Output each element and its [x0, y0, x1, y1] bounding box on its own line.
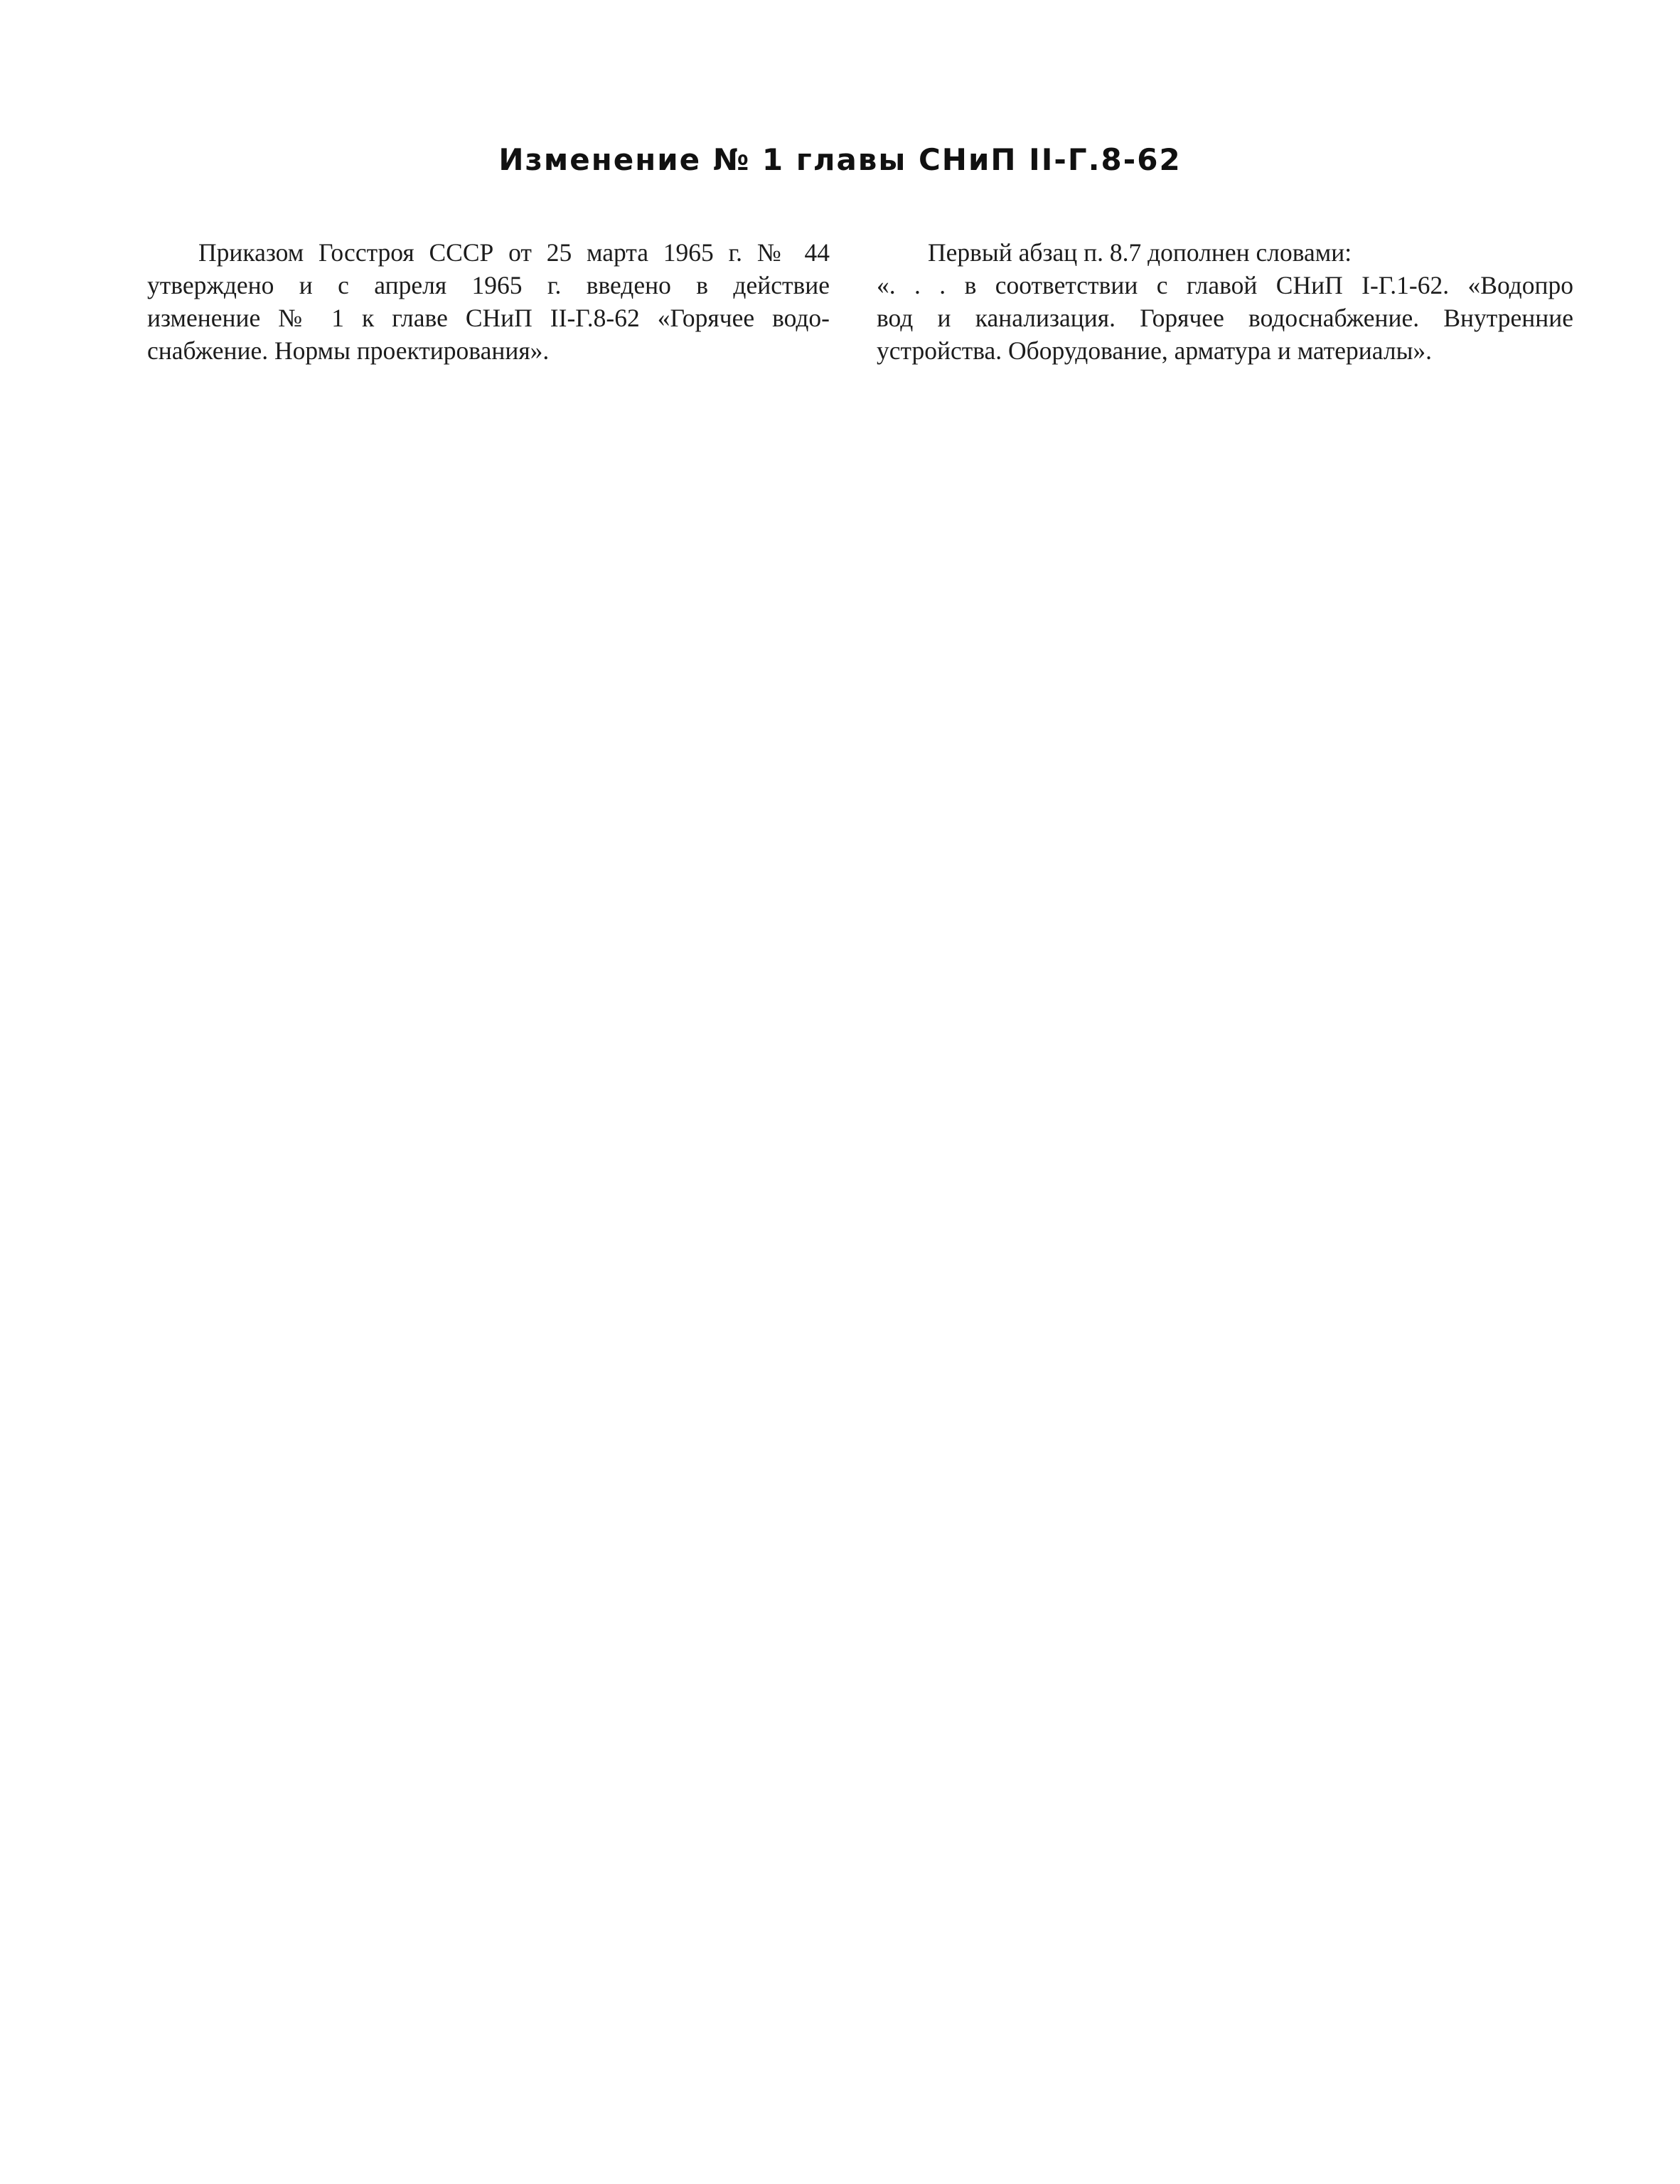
- paragraph-line: Приказом Госстроя СССР от 25 марта 1965 г. № 44: [198, 238, 830, 267]
- document-title: Изменение № 1 главы СНиП II-Г.8-62: [498, 142, 1182, 177]
- paragraph-line: «. . . в соответствии с главой СНиП I-Г.1-62. «Водопро: [877, 271, 1573, 299]
- paragraph-line: снабжение. Нормы проектирования».: [147, 336, 550, 365]
- left-column-paragraph: [147, 236, 830, 367]
- paragraph-line: утверждено и с апреля 1965 г. введено в действие: [147, 271, 830, 299]
- paragraph-line: Первый абзац п. 8.7 дополнен словами:: [928, 238, 1352, 267]
- paragraph-line: вод и канализация. Горячее водоснабжение. Внутренние: [877, 304, 1573, 332]
- paragraph-line: изменение № 1 к главе СНиП II-Г.8-62 «Горячее водо-: [147, 304, 830, 332]
- right-column-paragraph: [877, 236, 1573, 367]
- paragraph-line: устройства. Оборудование, арматура и материалы».: [877, 336, 1433, 365]
